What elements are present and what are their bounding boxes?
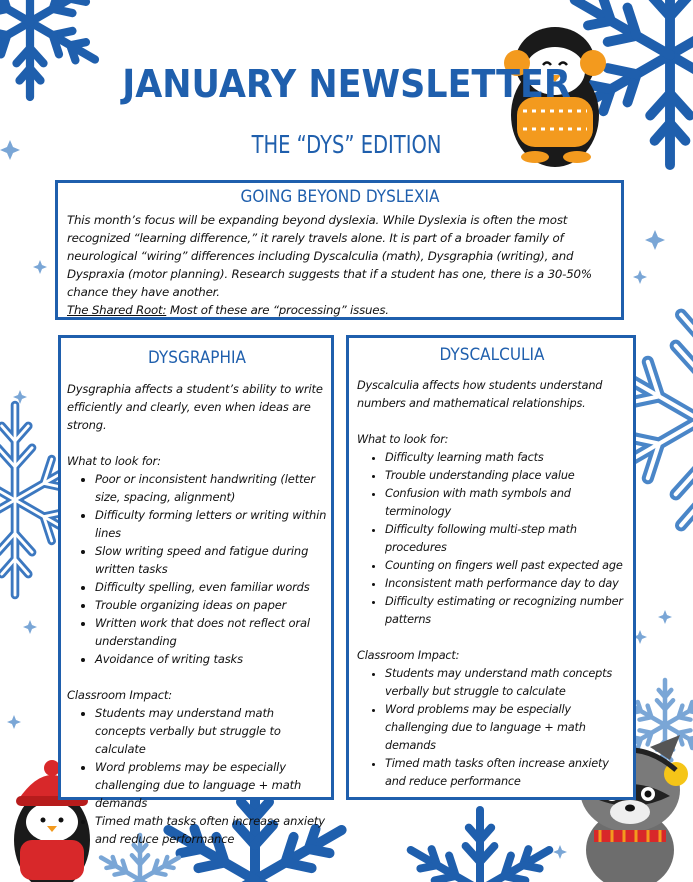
- list-item: • Trouble understanding place value: [385, 467, 627, 485]
- list-item: • Students may understand math concepts verbally but struggle to calculate: [95, 704, 327, 758]
- section-heading: DYSCALCULIA: [439, 345, 545, 365]
- list-item: • Counting on fingers well past expected age: [385, 557, 627, 575]
- list-item: • Students may understand math concepts verbally but struggle to calculate: [385, 665, 627, 701]
- section-description: Dyscalculia affects how students understand numbers and mathematical relationships.: [357, 379, 603, 410]
- newsletter-title: JANUARY NEWSLETTER: [122, 62, 571, 106]
- impact-label: Classroom Impact:: [357, 649, 460, 662]
- look-for-list: [67, 470, 327, 668]
- dysgraphia-section: [58, 335, 334, 846]
- list-item: • Trouble organizing ideas on paper: [95, 596, 327, 614]
- intro-section: [55, 180, 624, 320]
- shared-root-label: The Shared Root:: [67, 303, 167, 317]
- list-item: • Difficulty forming letters or writing within lines: [95, 506, 327, 542]
- impact-label: Classroom Impact:: [67, 688, 173, 702]
- impact-list: [357, 665, 627, 791]
- list-item: • Inconsistent math performance day to day: [385, 575, 627, 593]
- dyscalculia-section: [346, 335, 636, 800]
- snowflake-icon: [404, 810, 557, 882]
- list-item: • Difficulty following multi-step math procedures: [385, 521, 627, 557]
- list-item: • Difficulty learning math facts: [385, 449, 627, 467]
- list-item: • Difficulty estimating or recognizing number patterns: [385, 593, 627, 629]
- look-for-label: What to look for:: [357, 433, 449, 446]
- list-item: • Written work that does not reflect oral understanding: [95, 614, 327, 650]
- list-item: • Difficulty spelling, even familiar words: [95, 578, 327, 596]
- list-item: • Word problems may be especially challenging due to language + math demands: [95, 758, 327, 812]
- list-item: • Word problems may be especially challenging due to language + math demands: [385, 701, 627, 755]
- list-item: • Avoidance of writing tasks: [95, 650, 327, 668]
- list-item: • Timed math tasks often increase anxiety and reduce performance: [95, 812, 327, 848]
- intro-text: This month’s focus will be expanding beyond dyslexia. While Dyslexia is often the most recognized “learning difference,” it rarely travels alone. It is part of a broader family of neurological “wiring” differences including Dyscalculia (math), Dysgraphia (writing), and Dyspraxia (motor planning). Research suggests that if a student has one, there is a 30-50% chance they have another.: [67, 213, 592, 299]
- shared-root-text: Most of these are “processing” issues.: [166, 303, 389, 317]
- section-description: Dysgraphia affects a student’s ability to write efficiently and clearly, even when ideas are strong.: [67, 382, 323, 432]
- list-item: • Poor or inconsistent handwriting (letter size, spacing, alignment): [95, 470, 327, 506]
- look-for-list: [357, 449, 627, 629]
- look-for-label: What to look for:: [67, 454, 161, 468]
- newsletter-subtitle: THE “DYS” EDITION: [251, 130, 442, 159]
- list-item: • Confusion with math symbols and terminology: [385, 485, 627, 521]
- intro-paragraph: [67, 211, 613, 319]
- list-item: • Slow writing speed and fatigue during written tasks: [95, 542, 327, 578]
- impact-list: [67, 704, 327, 848]
- section-heading: GOING BEYOND DYSLEXIA: [240, 187, 440, 207]
- list-item: • Timed math tasks often increase anxiety and reduce performance: [385, 755, 627, 791]
- section-heading: DYSGRAPHIA: [147, 348, 247, 368]
